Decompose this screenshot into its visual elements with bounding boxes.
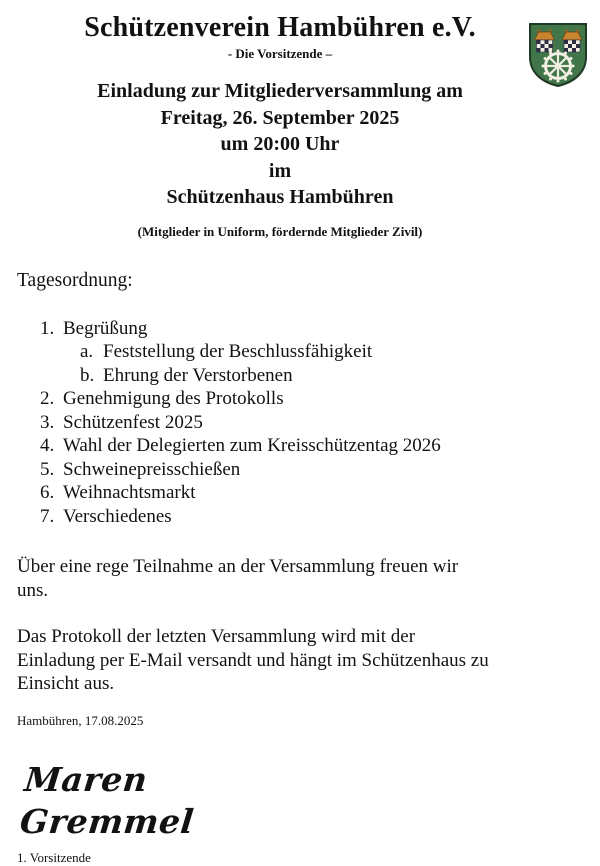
paragraph-line: Das Protokoll der letzten Versammlung wird mit der (17, 626, 416, 647)
signature-handwritten: Maren Gremmel (18, 759, 196, 841)
agenda-subitem-text: Ehrung der Verstorbenen (103, 364, 293, 386)
agenda-item-number: 4. (40, 435, 55, 456)
club-subtitle: - Die Vorsitzende – (227, 46, 333, 61)
agenda-item-text: Begrüßung (63, 317, 148, 339)
agenda-item-4 (0, 434, 600, 458)
agenda-subitem-text: Feststellung der Beschlussfähigkeit (103, 341, 373, 362)
paragraph-line: uns. (17, 579, 49, 601)
agenda-item-text: Genehmigung des Protokolls (63, 388, 284, 409)
document-page (0, 11, 600, 865)
crest-house-left (535, 29, 555, 52)
closing-paragraph-participation (17, 555, 600, 602)
agenda-item-text: Verschiedenes (63, 505, 172, 527)
invitation-heading (0, 78, 560, 211)
agenda-item-text: Wahl der Delegierten zum Kreisschützentag 2026 (63, 435, 441, 456)
agenda-list (0, 317, 600, 529)
agenda-item-number: 1. (40, 317, 55, 339)
agenda-item-number: 3. (40, 411, 55, 433)
agenda-title: Tagesordnung: (17, 269, 133, 291)
invitation-line-1: Einladung zur Mitgliederversammlung am (97, 80, 463, 102)
agenda-item-number: 2. (40, 388, 55, 409)
agenda-subitem-1a (0, 340, 600, 364)
agenda-item-5 (0, 458, 600, 482)
agenda-item-text: Schweinepreisschießen (63, 458, 241, 480)
agenda-item-number: 7. (40, 505, 55, 527)
agenda-item-7 (0, 505, 600, 529)
agenda-item-6 (0, 481, 600, 505)
agenda-item-number: 6. (40, 482, 55, 503)
agenda-item-2 (0, 387, 600, 411)
invitation-line-4: im (268, 159, 292, 182)
agenda-item-text: Schützenfest 2025 (63, 411, 203, 433)
closing-paragraph-protocol (17, 625, 600, 696)
agenda-item-1 (0, 317, 600, 341)
place-date: Hambühren, 17.08.2025 (17, 712, 144, 728)
agenda-item-3 (0, 411, 600, 435)
club-name: Schützenverein Hambühren e.V. (84, 12, 476, 43)
invitation-line-5: Schützenhaus Hambühren (166, 186, 394, 208)
club-crest-icon (527, 21, 589, 89)
agenda-subitem-letter: b. (80, 364, 95, 386)
signature-role: 1. Vorsitzende (17, 849, 91, 865)
paragraph-line: Über eine rege Teilnahme an der Versammlung freuen wir (17, 556, 459, 577)
crest-house-right (562, 29, 582, 52)
agenda-subitem-1b (0, 364, 600, 388)
paragraph-line: Einsicht aus. (17, 673, 115, 694)
dress-code-note: (Mitglieder in Uniform, fördernde Mitglieder Zivil) (137, 223, 423, 239)
invitation-line-2: Freitag, 26. September 2025 (160, 106, 400, 129)
invitation-line-3: um 20:00 Uhr (220, 133, 340, 155)
paragraph-line: Einladung per E-Mail versandt und hängt im Schützenhaus zu (17, 649, 489, 671)
agenda-subitem-letter: a. (80, 341, 94, 362)
agenda-item-text: Weihnachtsmarkt (63, 482, 196, 503)
agenda-item-number: 5. (40, 458, 55, 480)
